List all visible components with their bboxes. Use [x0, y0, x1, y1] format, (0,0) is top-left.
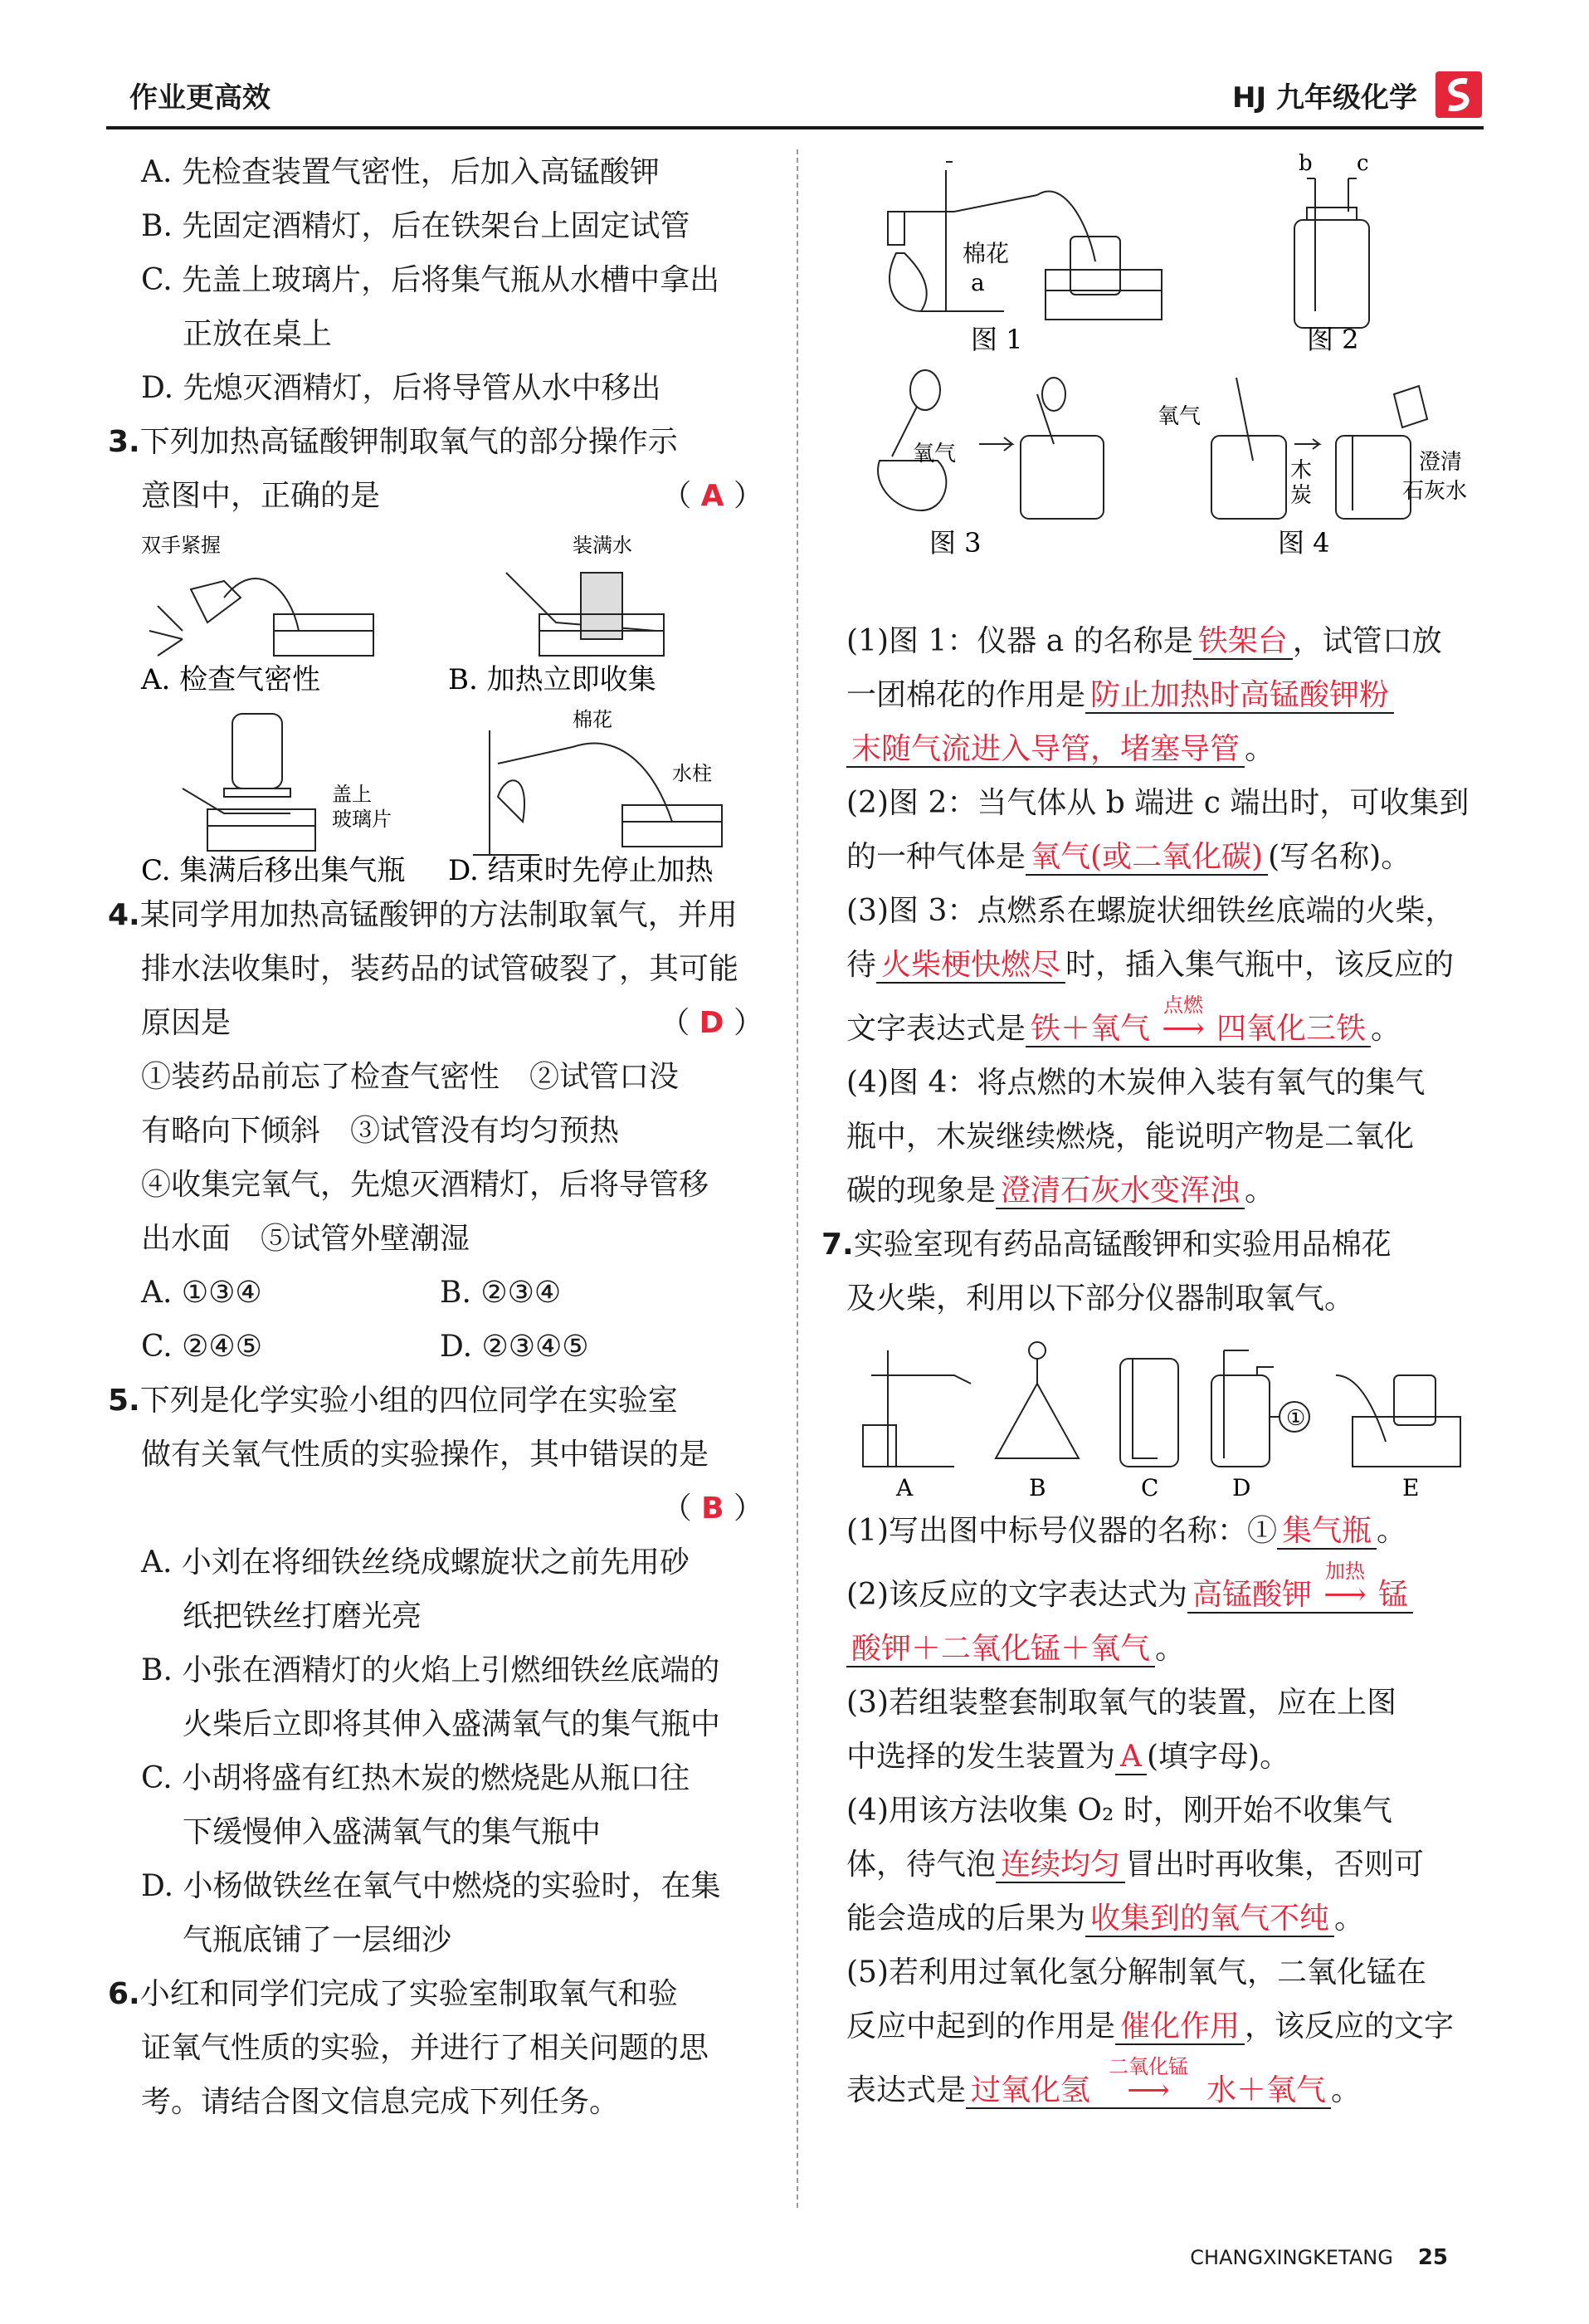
- q7-3-line1: (3)若组装整套制取氧气的装置，应在上图: [846, 1686, 1396, 1720]
- q3-stem-2: [108, 469, 763, 523]
- q6-3-post: 时，插入集气瓶中，该反应的: [1065, 948, 1455, 982]
- q7-4-answer2: 收集到的氧气不纯: [1085, 1902, 1334, 1937]
- q6-4-line2: 瓶中，木炭继续燃烧，能说明产物是二氧化: [846, 1120, 1415, 1154]
- right-column: [821, 145, 1477, 2117]
- fig3-caption: 图 3: [929, 527, 982, 559]
- q7-3-answer: A: [1115, 1740, 1147, 1775]
- q3-caption-c: C. 集满后移出集气瓶: [141, 854, 406, 887]
- q7-4-pre: 体，待气泡: [846, 1848, 997, 1882]
- q7-5-products: 水＋氧气: [1206, 2073, 1327, 2107]
- page-header: [106, 65, 1484, 129]
- q4-item-3: ④收集完氧气，先熄灭酒精灯，后将导管移: [141, 1168, 709, 1202]
- q4-options-row2: [108, 1320, 763, 1374]
- q6-1-line2-pre: 一团棉花的作用是: [846, 678, 1086, 712]
- q5-answer-row: [108, 1482, 763, 1536]
- fig2-label-b: b: [1299, 151, 1313, 176]
- q7-3-post: (填字母)。: [1147, 1740, 1290, 1774]
- fig4-label-oxygen: 氧气: [1158, 404, 1201, 429]
- q2-option-c: C. 先盖上玻璃片，后将集气瓶从水槽中拿出: [141, 263, 720, 297]
- q7-5-post: ，该反应的文字: [1245, 2009, 1455, 2043]
- q6-1-end: 。: [1245, 732, 1275, 766]
- q7-1-answer: 集气瓶: [1277, 1514, 1377, 1550]
- q6-number: 6.: [108, 1977, 140, 2011]
- q6-3-reactants: 铁＋氧气: [1031, 1012, 1151, 1046]
- q7-line1: 实验室现有药品高锰酸钾和实验用品棉花: [853, 1228, 1392, 1262]
- fig-b-note: 装满水: [573, 534, 632, 557]
- q7-5-pre2: 表达式是: [846, 2073, 967, 2107]
- q7-4-answer: 连续均匀: [996, 1848, 1125, 1883]
- q6-4-pre: 碳的现象是: [846, 1174, 997, 1208]
- q7-2-reactants: 高锰酸钾: [1192, 1578, 1313, 1612]
- fig-a-note: 双手紧握: [141, 534, 221, 557]
- q7-4-pre2: 能会造成的后果为: [846, 1902, 1086, 1936]
- q3-line1: 下列加热高锰酸钾制取氧气的部分操作示: [139, 425, 678, 459]
- q7-3-line2: [846, 1730, 1477, 1784]
- q3-figures: [108, 523, 763, 888]
- fig-c-remove: [183, 714, 315, 851]
- page-number: 25: [1417, 2245, 1448, 2270]
- q7-4-end: 。: [1334, 1902, 1365, 1936]
- q6-1-pre: (1)图 1：仪器 a 的名称是: [846, 624, 1193, 658]
- q6-1-answer1: 铁架台: [1193, 624, 1293, 660]
- q5-answer-paren: （ B ）: [661, 1492, 763, 1526]
- q7-5-arrow: 二氧化锰 ⟶: [1090, 2063, 1206, 2117]
- q5-line1: 下列是化学实验小组的四位同学在实验室: [139, 1384, 678, 1418]
- q6-2-post: (写名称)。: [1268, 840, 1411, 874]
- q4-option-a: A. ①③④: [141, 1276, 262, 1310]
- q7-4-line2: [846, 1838, 1477, 1892]
- q6-3-equation: [1026, 994, 1371, 1047]
- q6-3-answer: 火柴梗快燃尽: [876, 948, 1065, 984]
- q6-4-line3: [846, 1164, 1477, 1218]
- q6-3-condition: 点燃: [1163, 994, 1204, 1017]
- q2-option-a: A. 先检查装置气密性，后加入高锰酸钾: [141, 155, 660, 189]
- q6-1-line1: [846, 614, 1477, 668]
- q4-item-2: 有略向下倾斜 ③试管没有均匀预热: [141, 1114, 620, 1148]
- fig1-caption: 图 1: [971, 324, 1023, 355]
- q4-option-b: B. ②③④: [440, 1276, 562, 1310]
- q7-2-end: 。: [1155, 1632, 1186, 1666]
- fig2-caption: 图 2: [1307, 324, 1359, 355]
- q7-5-line1: (5)若利用过氧化氢分解制氧气，二氧化锰在: [846, 1955, 1426, 1990]
- q6-4-answer: 澄清石灰水变浑浊: [996, 1174, 1245, 1209]
- q3-caption-a: A. 检查气密性: [141, 663, 321, 696]
- q3-stem-1: [108, 415, 763, 469]
- q7-label-d: D: [1232, 1474, 1251, 1501]
- footer-brand: CHANGXINGKETANG: [1190, 2246, 1393, 2269]
- q3-answer: A: [700, 479, 724, 513]
- q5-option-a: A. 小刘在将细铁丝绕成螺旋状之前先用砂: [141, 1545, 690, 1579]
- header-right-title: HJ 九年级化学: [1232, 81, 1417, 115]
- q4-stem-3: [108, 996, 763, 1050]
- q6-4-end: 。: [1245, 1174, 1275, 1208]
- q7-label-b: B: [1029, 1474, 1046, 1501]
- q4-stem-1: [108, 888, 763, 942]
- q5-stem-1: [108, 1374, 763, 1428]
- q5-option-c-cont: 下缓慢伸入盛满氧气的集气瓶中: [183, 1815, 602, 1849]
- q7-2-products-1: 锰: [1378, 1578, 1409, 1612]
- fig4-label-wood: 木: [1290, 458, 1313, 483]
- q4-line3: 原因是: [141, 1006, 232, 1040]
- q4-option-d: D. ②③④⑤: [440, 1330, 589, 1364]
- q7-figure-svg: [846, 1326, 1477, 1504]
- q6-1-line3: [846, 722, 1477, 776]
- q7-5-end: 。: [1331, 2073, 1362, 2107]
- q7-5-line3: [846, 2053, 1477, 2117]
- fig2-label-c: c: [1357, 151, 1369, 176]
- q6-3-line1: (3)图 3：点燃系在螺旋状细铁丝底端的火柴，: [846, 894, 1455, 928]
- q3-figure-svg: [108, 523, 763, 888]
- fig-b-collect: [506, 573, 664, 656]
- q5-answer: B: [701, 1492, 724, 1526]
- q7-1-end: 。: [1377, 1514, 1407, 1548]
- q7-5-answer: 催化作用: [1115, 2009, 1245, 2045]
- q7-5-reactants: 过氧化氢: [971, 2073, 1091, 2107]
- q3-caption-b: B. 加热立即收集: [448, 663, 656, 696]
- q7-2-pre: (2)该反应的文字表达式为: [846, 1578, 1187, 1612]
- q4-number: 4.: [108, 898, 140, 932]
- header-left-title: 作业更高效: [129, 81, 271, 115]
- q6-figure-svg: [846, 145, 1477, 614]
- q6-1-line2: [846, 668, 1477, 722]
- q7-1-pre: (1)写出图中标号仪器的名称：①: [846, 1514, 1277, 1548]
- fig4-label-clear: 澄清: [1419, 450, 1463, 475]
- fig-c-note2: 玻璃片: [332, 808, 392, 831]
- q5-option-d: D. 小杨做铁丝在氧气中燃烧的实验时，在集: [141, 1869, 721, 1903]
- fig1-apparatus: [888, 162, 1162, 320]
- left-column: [108, 145, 763, 2129]
- q5-number: 5.: [108, 1384, 140, 1418]
- q7-1: [846, 1504, 1477, 1558]
- q7-2-arrow: 加热 ⟶: [1312, 1568, 1378, 1622]
- q6-stem-1: [108, 1967, 763, 2021]
- q5-stem-2: 做有关氧气性质的实验操作，其中错误的是: [141, 1438, 709, 1472]
- q6-line1: 小红和同学们完成了实验室制取氧气和验: [139, 1977, 678, 2011]
- q4-options-row1: [108, 1266, 763, 1320]
- q4-option-c: C. ②④⑤: [141, 1330, 262, 1364]
- q4-stem-2: 排水法收集时，装药品的试管破裂了，其可能: [141, 952, 739, 986]
- q6-3-line3-pre: 文字表达式是: [846, 1012, 1026, 1046]
- q5-option-a-cont: 纸把铁丝打磨光亮: [183, 1599, 422, 1633]
- q7-label-a: A: [896, 1474, 914, 1501]
- q3-number: 3.: [108, 425, 140, 459]
- q6-3-products: 四氧化三铁: [1216, 1012, 1367, 1046]
- q7-5-condition: 二氧化锰: [1109, 2055, 1189, 2078]
- q6-4-line1: (4)图 4：将点燃的木炭伸入装有氧气的集气: [846, 1066, 1426, 1100]
- q4-line1: 某同学用加热高锰酸钾的方法制取氧气，并用: [139, 898, 738, 932]
- fig4-label-limewater: 石灰水: [1402, 479, 1468, 504]
- fig2-bottle: [1294, 178, 1369, 328]
- fig3-label-oxygen: 氧气: [913, 442, 957, 466]
- q7-figure: [846, 1326, 1477, 1504]
- fig4-caption: 图 4: [1278, 527, 1330, 559]
- fig3-iron-burning: [878, 370, 1104, 519]
- fig-a-airtight: [149, 579, 373, 656]
- q6-stem-3: 考。请结合图文信息完成下列任务。: [141, 2085, 620, 2119]
- q7-2-condition: 加热: [1325, 1560, 1366, 1583]
- fig-d-note2: 水柱: [672, 762, 712, 785]
- q3-answer-paren: （ A ）: [661, 479, 763, 513]
- q3-caption-d: D. 结束时先停止加热: [448, 854, 714, 887]
- column-divider: [797, 149, 798, 2208]
- q7-4-line1: (4)用该方法收集 O₂ 时，刚开始不收集气: [846, 1794, 1392, 1828]
- q7-5-pre: 反应中起到的作用是: [846, 2009, 1116, 2043]
- q6-2-line2: [846, 830, 1477, 884]
- q5-option-b-cont: 火柴后立即将其伸入盛满氧气的集气瓶中: [183, 1707, 721, 1741]
- q7-4-line3: [846, 1892, 1477, 1946]
- q6-1-mid: ，试管口放: [1292, 624, 1442, 658]
- q7-stem-1: [821, 1218, 1477, 1272]
- q6-1-answer2a: 防止加热时高锰酸钾粉: [1085, 678, 1394, 714]
- q7-4-post: 冒出时再收集，否则可: [1125, 1848, 1425, 1882]
- q7-2-equation: [1187, 1560, 1413, 1614]
- q5-option-b: B. 小张在酒精灯的火焰上引燃细铁丝底端的: [141, 1653, 720, 1687]
- fig-d-note1: 棉花: [573, 708, 612, 731]
- q7-label-c: C: [1141, 1474, 1159, 1501]
- q4-answer: D: [699, 1006, 724, 1040]
- q7-circle-label: ①: [1286, 1406, 1306, 1431]
- q7-number: 7.: [821, 1228, 854, 1262]
- fig4-label-charcoal: 炭: [1290, 483, 1313, 508]
- fig4-charcoal: [1211, 378, 1427, 519]
- q3-line2: 意图中，正确的是: [141, 479, 381, 513]
- page-footer: [1190, 2245, 1448, 2270]
- q7-2-line2: [846, 1622, 1477, 1676]
- q6-3-line3: [846, 992, 1477, 1056]
- q6-1-answer2b: 末随气流进入导管，堵塞导管: [846, 732, 1245, 768]
- q6-2-pre: 的一种气体是: [846, 840, 1026, 874]
- q6-2-line1: (2)图 2：当气体从 b 端进 c 端出时，可收集到: [846, 786, 1470, 820]
- q6-2-answer: 氧气(或二氧化碳): [1026, 840, 1268, 876]
- q2-option-c-cont: 正放在桌上: [183, 317, 333, 351]
- q7-5-equation: [966, 2055, 1331, 2109]
- q7-stem-2: 及火柴，利用以下部分仪器制取氧气。: [846, 1282, 1355, 1316]
- q2-option-b: B. 先固定酒精灯，后在铁架台上固定试管: [141, 209, 690, 243]
- q4-answer-paren: （ D ）: [660, 1006, 763, 1040]
- q6-figures: [846, 145, 1477, 614]
- q7-2-products-2: 酸钾＋二氧化锰＋氧气: [846, 1632, 1155, 1667]
- q6-3-end: 。: [1371, 1012, 1401, 1046]
- q4-item-1: ①装药品前忘了检查气密性 ②试管口没: [141, 1060, 680, 1094]
- fig1-label-a: a: [971, 269, 985, 296]
- q6-3-arrow: 点燃 ⟶: [1150, 1002, 1216, 1056]
- fig-c-note1: 盖上: [332, 783, 372, 806]
- q7-3-pre: 中选择的发生装置为: [846, 1740, 1116, 1774]
- q7-2-line1: [846, 1558, 1477, 1622]
- publisher-logo-icon: [1434, 70, 1484, 120]
- q7-apparatus-drawings: [863, 1342, 1460, 1467]
- q5-option-d-cont: 气瓶底铺了一层细沙: [183, 1923, 452, 1957]
- q6-stem-2: 证氧气性质的实验，并进行了相关问题的思: [141, 2031, 709, 2065]
- q2-option-d: D. 先熄灭酒精灯，后将导管从水中移出: [141, 371, 661, 405]
- q6-3-pre: 待: [846, 948, 877, 982]
- q4-item-4: 出水面 ⑤试管外壁潮湿: [141, 1222, 470, 1256]
- fig-d-stop: [473, 730, 722, 855]
- q5-option-c: C. 小胡将盛有红热木炭的燃烧匙从瓶口往: [141, 1761, 690, 1795]
- q7-label-e: E: [1402, 1474, 1420, 1501]
- fig1-label-cotton: 棉花: [963, 240, 1010, 267]
